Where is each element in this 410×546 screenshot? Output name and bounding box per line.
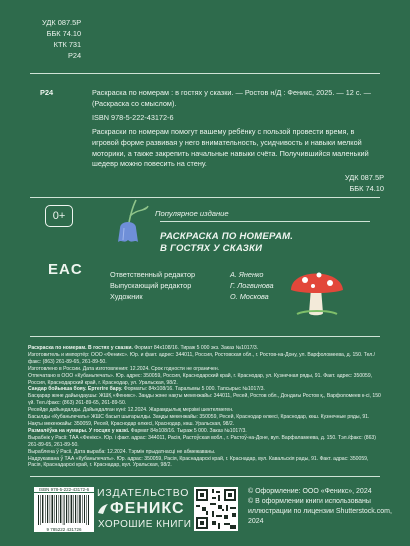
imprint-line: Ресейде дайындалды. Дайындалған күні: 12.2024. Жарамдылық мерзімі шектелмеген. [28,407,234,414]
barcode-isbn-text: ISBN 978-5-222-43172-6 [34,487,94,492]
staff-roles [110,269,195,302]
title-line-1: РАСКРАСКА ПО НОМЕРАМ. [160,231,294,242]
staff-role: Выпускающий редактор [110,281,192,290]
bell-flower-illustration [108,198,158,258]
copyright-line: © Оформление: ООО «Феникс», 2024 [248,488,372,495]
publisher-name: ФЕНИКС [110,500,185,517]
imprint-line: Басылды «Кубаньпечать» ЖШС басып шығарылды. Заңды мекенжайы: 350059, Ресей, Краснодар өлкесі, Краснодар, көш. Кузнечные ряды, 91. Нақты мекенжайы: 350059, Ресей, Краснодар өлкесі, Краснодар, көш. Уральская, 98/2. [28,414,370,427]
classification-block [42,17,81,61]
imprint-line: Выраблена ў Расіі. Дата выраба: 12.2024. Тэрмін прыдатнасці не абмежаваны. [28,448,216,455]
udc-code-repeat: УДК 087.5Р [344,173,384,182]
imprint-line: Вырабнік у Расіі: ТАА «Фенікс». Юр. і факт. адрас: 344011, Расія, Растоўская вобл., г. Растоў-на-Доне, вул. Варфаламеева, д. 150. Тэл./факс: (863) 261-89-65, 261-89-50. [28,434,376,448]
barcode [34,493,94,527]
divider [30,73,380,74]
staff-name: О. Москова [230,292,269,301]
isbn: ISBN 978-5-222-43172-6 [92,113,174,122]
imprint-line: Изготовитель и импортёр: ООО «Феникс». Юр. и факт. адрес: 344011, Россия, Ростовская обл., г. Ростов-на-Дону, ул. Варфоломеева, д. 150. Тел./факс: (863) 261-89-65, 261-89-50. [28,351,376,365]
eac-mark: EAC [48,261,83,278]
imprint-line: Басқарар және дайындаушы: ЖШҚ «Феникс». Заңды және нақты мекенжайы: 344011, Ресей, Ростов обл., Дондағы Ростов қ., Варфоломеев к-сі, 150 үй. Тел./факс: (863) 261-89-65, 261-89-50. [28,393,381,407]
phoenix-logo-icon [97,503,109,515]
imprint-line: Размалёўка на нумары. У госцях у казкі. Фармат 84х108/16. Тыраж 5 000. Заказ №1017/3. [28,427,247,434]
age-rating-badge: 0+ [45,205,73,227]
book-title [160,231,293,255]
staff-role: Художник [110,292,143,301]
divider [30,336,380,337]
copyright-block [248,487,398,527]
imprint-line: Надрукавана ў ТАА «Кубаньпечать». Юр. адрас: 350059, Расія, Краснадарскі край, г. Краснадар, вул. Кавальскія рады, 91. Факт. адрас: 350059, Расія, Краснадарскі край, г. Краснадар, вул. Уральская, 98/2. [28,455,369,469]
udc-code: УДК 087.5Р [42,18,82,27]
imprint-line: Сандар бойынша бояу. Ертегіге бару. Форматы: 84х108/16. Таралымы 5 000. Тапсырыс №1017/3. [28,386,265,393]
title-line-2: В ГОСТЯХ У СКАЗКИ [160,243,263,254]
staff-role: Ответственный редактор [110,270,196,279]
divider [160,221,370,222]
bbk-code: ББК 74.10 [46,29,82,38]
imprint-line: Изготовлено в России. Дата изготовления: 12.2024. Срок годности не ограничен. [28,365,220,372]
classification-repeat [345,172,384,194]
ktk-code: КТК 731 [53,40,82,49]
copyright-line: © В оформлении книги использованы иллюстрации по лицензии Shutterstock.com, 2024 [248,498,392,525]
record-code: Р24 [40,88,54,97]
mushroom-illustration [287,258,347,318]
divider [30,197,380,198]
bibliographic-record: Раскраска по номерам : в гостях у сказки. — Ростов н/Д : Феникс, 2025. — 12 с. — (Раскраска со смыслом). [92,88,371,108]
staff-name: А. Яненко [230,270,264,279]
qr-code [194,487,238,531]
author-sign: Р24 [68,51,82,60]
staff-names [230,269,274,302]
barcode-number: 9 785222 431726 [34,527,94,532]
imprint-line: Отпечатано в ООО «Кубаньпечать». Юр. адрес: 350059, Россия, Краснодарский край, г. Краснодар, ул. Кузнечная ряды, 91. Факт. адрес: 350059, Россия, Краснодарский край, г. Краснодар, ул. Уральская, 98/2. [28,372,373,386]
imprint-line: Раскраска по номерам. В гостях у сказки. Формат 84х108/16. Тираж 5 000 экз. Заказ №1017/3. [28,345,259,351]
publisher-label: ИЗДАТЕЛЬСТВО [97,487,190,499]
popular-edition-label: Популярное издание [155,209,229,218]
annotation: Раскраски по номерам помогут вашему ребёнку с пользой провести время, в игровой форме развивая у него внимательность, усидчивость и навыки мелкой моторики, а также закрепить начальные навыки счёта. Получившийся маленький шедевр можно повесить на стену. [92,127,369,169]
staff-name: Г. Логвинова [230,281,274,290]
divider [30,476,380,477]
imprint-block [28,345,383,469]
bbk-code-repeat: ББК 74.10 [349,184,384,193]
publisher-slogan: ХОРОШИЕ КНИГИ [98,519,192,530]
